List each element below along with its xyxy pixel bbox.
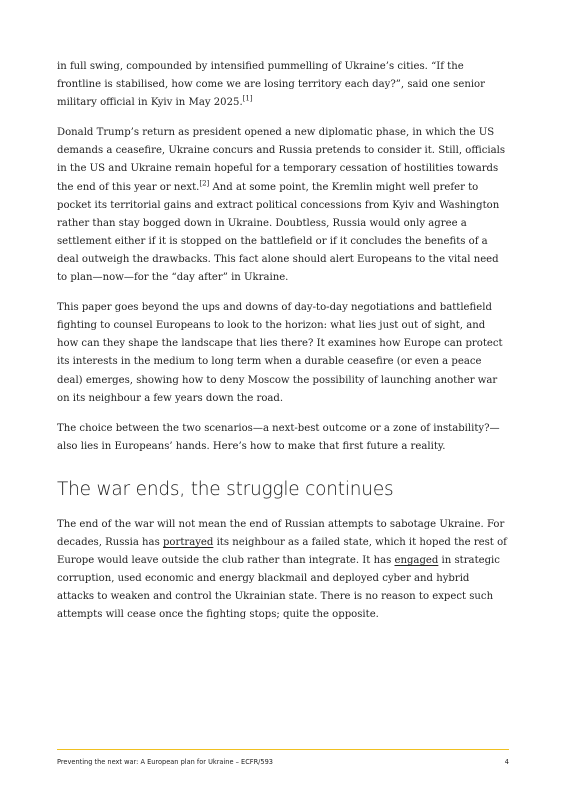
paragraph-2 bbox=[57, 124, 509, 287]
footnote-ref-1[interactable]: [1] bbox=[242, 94, 253, 103]
paragraph-5-text-a: The end of the war will not mean the end of Russian attempts to sabotage Ukraine. For decades, Russia has bbox=[57, 518, 505, 548]
paragraph-1 bbox=[57, 58, 509, 112]
paragraph-2-text-a: Donald Trump’s return as president opened a new diplomatic phase, in which the US demands a ceasefire, Ukraine concurs and Russia pretends to consider it. Still, officials in the US and Ukraine remain hopeful for a temporary cessation of hostilities towards the end of this year or next. bbox=[57, 127, 506, 193]
footer-divider bbox=[57, 749, 509, 750]
paragraph-5 bbox=[57, 516, 509, 625]
paragraph-5-text-c: in strategic corruption, used economic and energy blackmail and deployed cyber and hybrid attacks to weaken and control the Ukrainian state. There is no reason to expect such attempts will cease once the fighting stops; quite the opposite. bbox=[57, 555, 500, 621]
paragraph-1-text: in full swing, compounded by intensified pummelling of Ukraine’s cities. “If the frontline is stabilised, how come we are losing territory each day?”, said one senior military official in Kyiv in May 2025. bbox=[57, 61, 485, 109]
page-content bbox=[57, 58, 509, 636]
section-heading: The war ends, the struggle continues bbox=[57, 478, 394, 500]
portrayed-link[interactable]: portrayed bbox=[162, 536, 214, 548]
paragraph-4: The choice between the two scenarios—a next-best outcome or a zone of instability?—also lies in Europeans’ hands. Here’s how to make that first future a reality. bbox=[57, 422, 500, 452]
engaged-link[interactable]: engaged bbox=[394, 555, 439, 567]
paragraph-2-text-b: And at some point, the Kremlin might well prefer to pocket its territorial gains and extract political concessions from Kyiv and Washington rather than stay bogged down in Ukraine. Doubtless, Russia would only agree a settlement either if it is stopped on the battlefield or if it concludes the benefits of a deal outweigh the drawbacks. This fact alone should alert Europeans to the vital need to plan—now—for the “day after” in Ukraine. bbox=[57, 181, 500, 284]
footnote-ref-2[interactable]: [2] bbox=[199, 179, 210, 188]
page-number: 4 bbox=[504, 758, 509, 766]
paragraph-5-text-b: its neighbour as a failed state, which it hoped the rest of Europe would leave outside the club rather than integrate. It has bbox=[57, 536, 507, 567]
footer-title: Preventing the next war: A European plan for Ukraine – ECFR/593 bbox=[57, 758, 273, 766]
paragraph-3: This paper goes beyond the ups and downs of day-to-day negotiations and battlefield fighting to counsel Europeans to look to the horizon: what lies just out of sight, and how can they shape the landscape that lies there? It examines how Europe can protect its interests in the medium to long term when a durable ceasefire (or even a peace deal) emerges, showing how to deny Moscow the possibility of launching another war on its neighbour a few years down the road. bbox=[57, 302, 503, 404]
